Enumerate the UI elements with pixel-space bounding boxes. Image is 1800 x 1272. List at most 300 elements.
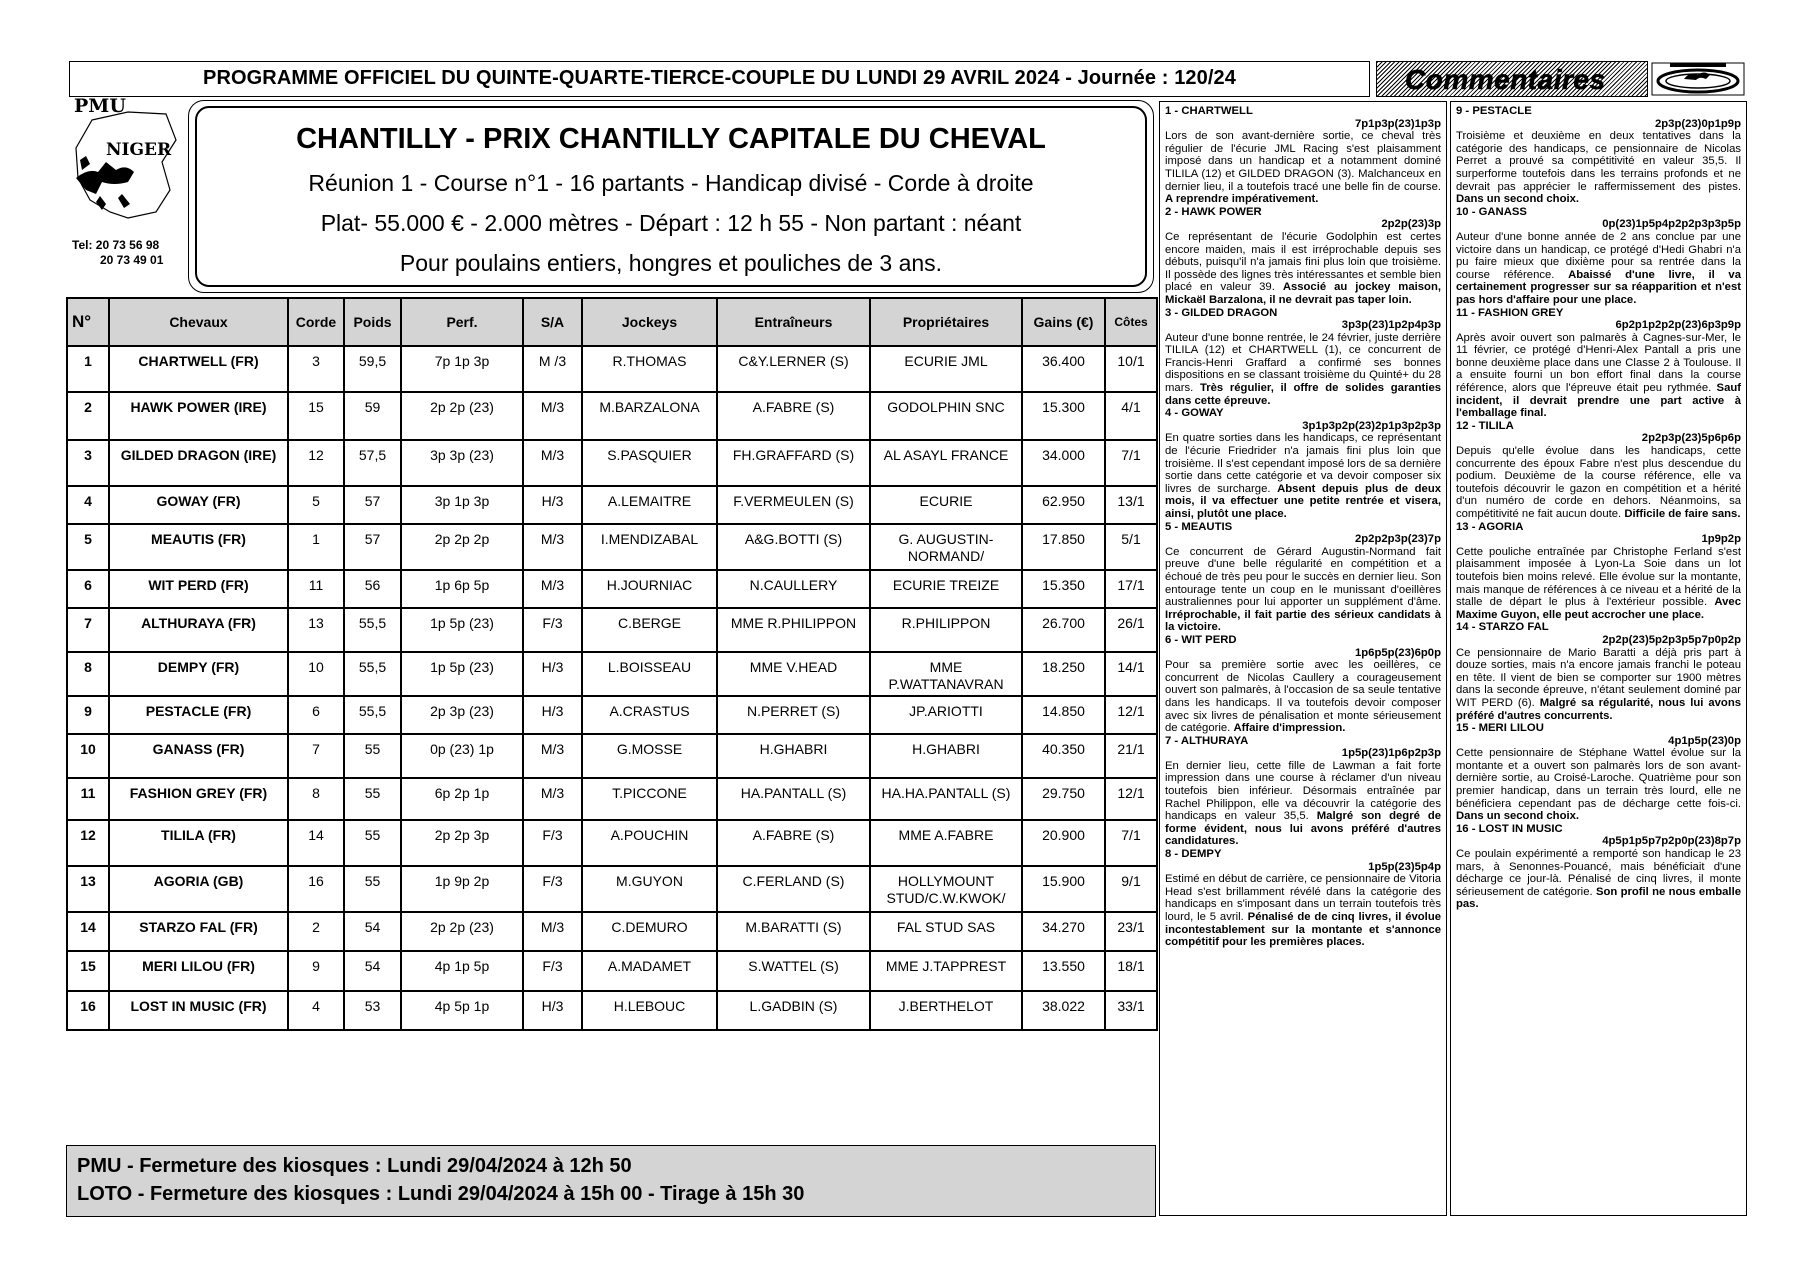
earnings: 34.270 — [1023, 913, 1104, 950]
earnings: 34.000 — [1023, 441, 1104, 485]
earnings: 29.750 — [1023, 779, 1104, 819]
jockey: I.MENDIZABAL — [583, 525, 716, 569]
draw: 6 — [289, 697, 343, 733]
horse-name: LOST IN MUSIC (FR) — [110, 992, 287, 1029]
horse-name: GOWAY (FR) — [110, 487, 287, 523]
sex-age: H/3 — [524, 653, 581, 695]
odds: 18/1 — [1106, 952, 1156, 990]
comments-column-left — [1159, 101, 1447, 1216]
weight: 57 — [345, 525, 400, 569]
runner-number: 1 — [68, 347, 108, 391]
horse-name: ALTHURAYA (FR) — [110, 609, 287, 651]
jockey: C.DEMURO — [583, 913, 716, 950]
column-header: Propriétaires — [871, 299, 1021, 345]
odds: 12/1 — [1106, 697, 1156, 733]
odds: 26/1 — [1106, 609, 1156, 651]
earnings: 15.300 — [1023, 393, 1104, 439]
performance: 2p 2p (23) — [402, 393, 522, 439]
comment-body: Auteur d'une bonne année de 2 ans conclue par une victoire dans un handicap, ce protégé d'Hedi Ghabri n'a pu faire mieux que dixième pour sa rentrée dans la course référence. — [1456, 230, 1741, 281]
trainer: A&G.BOTTI (S) — [718, 525, 869, 569]
earnings: 26.700 — [1023, 609, 1104, 651]
comment-verdict: Absent depuis plus de deux mois, il va effectuer une petite rentrée et visera, ainsi, plutôt une place. — [1165, 482, 1442, 520]
trainer: C.FERLAND (S) — [718, 867, 869, 911]
comment-body: Estimé en début de carrière, ce pensionnaire de Vitoria Head s'est brillamment révélé dans la catégorie des handicaps en s'imposant dans un terrain toutefois très lourd, le 5 avril. — [1165, 873, 1441, 923]
column-header: Gains (€) — [1023, 299, 1104, 345]
comment-performance: 2p2p2p3p(23)7p — [1354, 533, 1441, 546]
comment-body: Troisième et deuxième en deux tentatives dans la catégorie des handicaps, ce pensionnaire de Nicolas Perret a prouvé sa compétitivité en valeur 35,5. Il surperforme toutefois dans les terrains profonds et ne devrait pas apprécier le raffermissement des pistes. — [1456, 130, 1741, 193]
runner-number: 3 — [68, 441, 108, 485]
comment-body: Ce pensionnaire de Mario Baratti a déjà pris part à douze sorties, mais n'a encore jamais franchi le poteau en tête. Il vient de bien se comporter sur 1900 mètres dans la seconde épreuve, n'étant seulement dominé par WIT PERD (6). — [1456, 646, 1741, 709]
draw: 10 — [289, 653, 343, 695]
trainer: A.FABRE (S) — [718, 821, 869, 865]
comment-horse-title: 13 - AGORIA — [1456, 520, 1524, 533]
jockey: A.CRASTUS — [583, 697, 716, 733]
jockey: T.PICCONE — [583, 779, 716, 819]
column-header: S/A — [524, 299, 581, 345]
draw: 15 — [289, 393, 343, 439]
comment-verdict: Très régulier, il offre de solides garanties dans cette épreuve. — [1165, 382, 1442, 407]
odds: 17/1 — [1106, 571, 1156, 607]
owner: R.PHILIPPON — [871, 609, 1021, 651]
horse-racing-icon — [1650, 61, 1746, 97]
column-header: N° — [68, 299, 108, 345]
odds: 21/1 — [1106, 735, 1156, 777]
owner: G. AUGUSTIN-NORMAND/ — [871, 525, 1021, 569]
odds: 23/1 — [1106, 913, 1156, 950]
comment-verdict: Dans un second choix. — [1456, 193, 1580, 206]
comment-verdict: Sauf incident, il devrait prendre une part active à l'emballage final. — [1456, 382, 1742, 420]
runner-number: 2 — [68, 393, 108, 439]
column-header: Jockeys — [583, 299, 716, 345]
owner: JP.ARIOTTI — [871, 697, 1021, 733]
loto-closing-line: LOTO - Fermeture des kiosques : Lundi 29/04/2024 à 15h 00 - Tirage à 15h 30 — [77, 1183, 805, 1205]
comment-performance: 2p2p(23)5p2p3p5p7p0p2p — [1602, 633, 1741, 646]
performance: 7p 1p 3p — [402, 347, 522, 391]
trainer: HA.PANTALL (S) — [718, 779, 869, 819]
comment-performance: 1p9p2p — [1701, 533, 1741, 546]
table-row — [68, 441, 1156, 485]
sex-age: F/3 — [524, 821, 581, 865]
jockey: A.MADAMET — [583, 952, 716, 990]
comment-horse-title: 7 - ALTHURAYA — [1165, 734, 1249, 747]
comment-horse-title: 3 - GILDED DRAGON — [1165, 306, 1278, 319]
weight: 55 — [345, 867, 400, 911]
comment-text — [1456, 747, 1741, 823]
trainer: MME R.PHILIPPON — [718, 609, 869, 651]
table-row — [68, 821, 1156, 865]
weight: 55,5 — [345, 609, 400, 651]
sex-age: F/3 — [524, 952, 581, 990]
sex-age: M /3 — [524, 347, 581, 391]
horse-name: MERI LILOU (FR) — [110, 952, 287, 990]
table-row — [68, 487, 1156, 523]
horse-name: GILDED DRAGON (IRE) — [110, 441, 287, 485]
commentaires-header — [1376, 61, 1648, 97]
performance: 2p 2p (23) — [402, 913, 522, 950]
comment-performance: 6p2p1p2p2p(23)6p3p9p — [1615, 319, 1741, 332]
runner-number: 4 — [68, 487, 108, 523]
performance: 1p 5p (23) — [402, 609, 522, 651]
table-row — [68, 867, 1156, 911]
program-banner: PROGRAMME OFFICIEL DU QUINTE-QUARTE-TIERCE-COUPLE DU LUNDI 29 AVRIL 2024 - Journée : 120/24 — [69, 61, 1370, 97]
comment-performance: 1p5p(23)1p6p2p3p — [1341, 747, 1441, 760]
sex-age: H/3 — [524, 487, 581, 523]
horse-name: HAWK POWER (IRE) — [110, 393, 287, 439]
draw: 14 — [289, 821, 343, 865]
runner-number: 14 — [68, 913, 108, 950]
sex-age: M/3 — [524, 525, 581, 569]
weight: 56 — [345, 571, 400, 607]
race-details-2: Plat- 55.000 € - 2.000 mètres - Départ : 12 h 55 - Non partant : néant — [320, 210, 1022, 236]
comment-horse-title: 9 - PESTACLE — [1456, 105, 1532, 117]
trainer: F.VERMEULEN (S) — [718, 487, 869, 523]
runner-number: 9 — [68, 697, 108, 733]
horse-name: FASHION GREY (FR) — [110, 779, 287, 819]
table-row — [68, 952, 1156, 990]
comment-body: Auteur d'une bonne rentrée, le 24 février, juste derrière TILILA (12) et CHARTWELL (1), ce concurrent de Francis-Henri Graffard a confirmé ses bonnes dispositions en se classant troisième du Quinté+ du 28 mars. — [1165, 331, 1441, 395]
comment-performance: 1p6p5p(23)6p0p — [1354, 646, 1441, 659]
jockey: H.LEBOUC — [583, 992, 716, 1029]
table-row — [68, 571, 1156, 607]
sex-age: M/3 — [524, 779, 581, 819]
table-header-row — [68, 299, 1156, 345]
runner-number: 7 — [68, 609, 108, 651]
earnings: 13.550 — [1023, 952, 1104, 990]
horse-name: WIT PERD (FR) — [110, 571, 287, 607]
horse-comment — [1165, 407, 1441, 520]
odds: 14/1 — [1106, 653, 1156, 695]
comment-performance: 4p1p5p(23)0p — [1668, 734, 1741, 747]
comment-body: Cette pouliche entraînée par Christophe Ferland s'est plaisamment imposée à Lyon-La Soie dans un lot toutefois bien moins relevé. Elle évolue sur la montante, mais manque de références à ce niveau et a hérité de la stalle de départ le plus à l'extérieur possible. — [1456, 545, 1741, 609]
owner: ECURIE — [871, 487, 1021, 523]
runner-number: 8 — [68, 653, 108, 695]
comment-verdict: Associé au jockey maison, Mickaël Barzalona, il ne devrait pas taper loin. — [1165, 281, 1441, 306]
jockey: M.BARZALONA — [583, 393, 716, 439]
column-header: Côtes — [1106, 299, 1156, 345]
earnings: 38.022 — [1023, 992, 1104, 1029]
table-row — [68, 992, 1156, 1029]
commentaires-title: Commentaires — [1405, 64, 1606, 95]
telephone-1: Tel: 20 73 56 98 — [72, 238, 160, 252]
horse-name: CHARTWELL (FR) — [110, 347, 287, 391]
draw: 4 — [289, 992, 343, 1029]
earnings: 18.250 — [1023, 653, 1104, 695]
horse-comment — [1165, 521, 1441, 634]
jockey: R.THOMAS — [583, 347, 716, 391]
comment-body: Pour sa première sortie avec les oeillères, ce concurrent de Nicolas Caullery a courageusement ouvert son palmarès, à l'occasion de sa seule tentative dans les handicaps. Il va toutefois devoir composer avec six livres de pénalisation et monte sérieusement de catégorie. — [1165, 659, 1441, 735]
performance: 6p 2p 1p — [402, 779, 522, 819]
comment-body: Ce poulain expérimenté a remporté son handicap le 23 mars, à Senonnes-Pouancé, mais bénéficiait d'une décharge ce jour-là. Pénalisé de cinq livres, il monte sérieusement de catégorie. — [1456, 848, 1741, 898]
comment-verdict: A reprendre impérativement. — [1165, 193, 1319, 206]
performance: 3p 1p 3p — [402, 487, 522, 523]
weight: 57,5 — [345, 441, 400, 485]
trainer: C&Y.LERNER (S) — [718, 347, 869, 391]
comment-verdict: Malgré sa régularité, nous lui avons préféré d'autres concurrents. — [1456, 696, 1742, 722]
comment-text — [1165, 760, 1441, 848]
comment-horse-title: 11 - FASHION GREY — [1456, 306, 1564, 319]
trainer: MME V.HEAD — [718, 653, 869, 695]
odds: 7/1 — [1106, 821, 1156, 865]
horse-comment — [1165, 735, 1441, 848]
comment-verdict: Affaire d'impression. — [1233, 722, 1346, 735]
comment-text — [1456, 848, 1741, 911]
odds: 12/1 — [1106, 779, 1156, 819]
performance: 4p 1p 5p — [402, 952, 522, 990]
kiosk-closing-info — [66, 1145, 1156, 1217]
runner-number: 12 — [68, 821, 108, 865]
comment-text — [1456, 332, 1741, 420]
comment-verdict: Avec Maxime Guyon, elle peut accrocher une place. — [1456, 596, 1741, 621]
odds: 9/1 — [1106, 867, 1156, 911]
comment-body: Ce représentant de l'écurie Godolphin est certes encore maiden, mais il est irréprochable depuis ses débuts, puisqu'il n'a jamais fini plus loin que troisième. Il possède des lignes très intéressantes et semble bien placé en valeur 39. — [1165, 230, 1441, 294]
comment-text — [1456, 647, 1741, 723]
runner-number: 11 — [68, 779, 108, 819]
comment-text — [1165, 231, 1441, 307]
owner: J.BERTHELOT — [871, 992, 1021, 1029]
earnings: 15.900 — [1023, 867, 1104, 911]
horse-comment — [1456, 307, 1741, 420]
jockey: G.MOSSE — [583, 735, 716, 777]
comment-text — [1456, 546, 1741, 622]
runner-number: 5 — [68, 525, 108, 569]
jockey: H.JOURNIAC — [583, 571, 716, 607]
comment-text — [1165, 546, 1441, 634]
horse-comment — [1456, 206, 1741, 307]
performance: 1p 9p 2p — [402, 867, 522, 911]
horse-comment — [1456, 621, 1741, 722]
comment-body: En quatre sorties dans les handicaps, ce représentant de l'écurie Friedrider n'a jamais fini plus loin que troisième. Il s'est cependant imposé lors de sa dernière sortie dans cette catégorie et va devoir composer six livres de surcharge. — [1165, 432, 1441, 495]
comment-horse-title: 14 - STARZO FAL — [1456, 621, 1549, 634]
horse-comment — [1456, 420, 1741, 521]
comment-verdict: Son profil ne nous emballe pas. — [1456, 885, 1741, 911]
owner: MME P.WATTANAVRAN — [871, 653, 1021, 695]
comment-verdict: Dans un second choix. — [1456, 810, 1580, 823]
weight: 53 — [345, 992, 400, 1029]
comment-body: Depuis qu'elle évolue dans les handicaps, cette concurrente des époux Fabre n'est plus descendue du podium. Deuxième de la course référence, elle va toutefois découvrir le gazon en compétition et a hérité d'un numéro de corde en dehors. Néanmoins, sa compétitivité ne fait aucun doute. — [1456, 445, 1741, 520]
weight: 57 — [345, 487, 400, 523]
runner-number: 6 — [68, 571, 108, 607]
sex-age: F/3 — [524, 609, 581, 651]
comment-performance: 2p3p(23)0p1p9p — [1654, 117, 1741, 130]
horse-comment — [1165, 848, 1441, 949]
trainer: H.GHABRI — [718, 735, 869, 777]
comment-verdict: Irréprochable, il fait partie des sérieux candidats à la victoire. — [1165, 608, 1441, 634]
performance: 4p 5p 1p — [402, 992, 522, 1029]
trainer: S.WATTEL (S) — [718, 952, 869, 990]
table-row — [68, 735, 1156, 777]
comment-horse-title: 12 - TILILA — [1456, 419, 1514, 432]
comment-text — [1165, 332, 1441, 408]
performance: 1p 5p (23) — [402, 653, 522, 695]
earnings: 17.850 — [1023, 525, 1104, 569]
comment-performance: 2p2p(23)3p — [1381, 218, 1441, 231]
comment-text — [1456, 130, 1741, 206]
table-row — [68, 393, 1156, 439]
trainer: M.BARATTI (S) — [718, 913, 869, 950]
odds: 4/1 — [1106, 393, 1156, 439]
sex-age: M/3 — [524, 571, 581, 607]
comment-body: Ce concurrent de Gérard Augustin-Normand fait preuve d'une belle régularité en compétition et a échoué de très peu pour le succès en dernier lieu. Son entourage tente un coup en le munissant d'oeillères australiennes pour lui apporter un supplément d'âme. — [1165, 545, 1441, 609]
sex-age: M/3 — [524, 735, 581, 777]
comment-performance: 3p3p(23)1p2p4p3p — [1341, 319, 1441, 332]
draw: 13 — [289, 609, 343, 651]
horse-comment — [1456, 823, 1741, 911]
comment-body: Cette pensionnaire de Stéphane Wattel évolue sur la montante et a ouvert son palmarès lors de son avant-dernière sortie, au Croisé-Laroche. Quatrième pour son premier handicap, dans un terrain très lourd, elle ne bénéficiera cependant pas de décharge cette fois-ci. — [1456, 747, 1741, 810]
owner: ECURIE JML — [871, 347, 1021, 391]
comment-performance: 7p1p3p(23)1p3p — [1354, 117, 1441, 130]
performance: 3p 3p (23) — [402, 441, 522, 485]
weight: 59 — [345, 393, 400, 439]
trainer: A.FABRE (S) — [718, 393, 869, 439]
runners-table — [66, 297, 1158, 1031]
horse-comment — [1165, 206, 1441, 307]
earnings: 15.350 — [1023, 571, 1104, 607]
comment-body: Lors de son avant-dernière sortie, ce cheval très régulier de l'écurie JML Racing s'est plaisamment imposé dans un handicap et a notamment dominé TILILA (12) et GILDED DRAGON (3). Malchanceux en dernier lieu, il a toutefois tracé une belle fin de course. — [1165, 130, 1441, 193]
draw: 8 — [289, 779, 343, 819]
comment-text — [1456, 231, 1741, 307]
draw: 7 — [289, 735, 343, 777]
horse-name: PESTACLE (FR) — [110, 697, 287, 733]
comment-body: En dernier lieu, cette fille de Lawman a fait forte impression dans une course à réclamer d'un niveau toutefois bien inférieur. Désormais entraînée par Rachel Philippon, elle va découvrir la catégorie des handicaps en valeur 35,5. — [1165, 759, 1441, 823]
column-header: Chevaux — [110, 299, 287, 345]
comments-column-right — [1450, 101, 1747, 1216]
jockey: S.PASQUIER — [583, 441, 716, 485]
comment-verdict: Difficile de faire sans. — [1624, 508, 1741, 520]
table-row — [68, 347, 1156, 391]
horse-name: MEAUTIS (FR) — [110, 525, 287, 569]
weight: 55 — [345, 779, 400, 819]
comment-horse-title: 8 - DEMPY — [1165, 848, 1222, 861]
table-row — [68, 779, 1156, 819]
owner: HA.HA.PANTALL (S) — [871, 779, 1021, 819]
weight: 55 — [345, 821, 400, 865]
horse-comment — [1165, 105, 1441, 206]
draw: 9 — [289, 952, 343, 990]
sex-age: H/3 — [524, 992, 581, 1029]
horse-name: TILILA (FR) — [110, 821, 287, 865]
owner: GODOLPHIN SNC — [871, 393, 1021, 439]
race-details-1: Réunion 1 - Course n°1 - 16 partants - Handicap divisé - Corde à droite — [308, 170, 1034, 196]
column-header: Corde — [289, 299, 343, 345]
owner: ECURIE TREIZE — [871, 571, 1021, 607]
owner: FAL STUD SAS — [871, 913, 1021, 950]
table-row — [68, 913, 1156, 950]
owner: HOLLYMOUNT STUD/C.W.KWOK/ — [871, 867, 1021, 911]
horse-comment — [1456, 105, 1741, 206]
sex-age: F/3 — [524, 867, 581, 911]
comment-performance: 1p5p(23)5p4p — [1368, 860, 1441, 873]
sex-age: M/3 — [524, 393, 581, 439]
comment-horse-title: 6 - WIT PERD — [1165, 633, 1237, 646]
odds: 7/1 — [1106, 441, 1156, 485]
comment-performance: 2p2p3p(23)5p6p6p — [1641, 432, 1741, 445]
odds: 10/1 — [1106, 347, 1156, 391]
horse-comment — [1456, 722, 1741, 823]
column-header: Poids — [345, 299, 400, 345]
sex-age: H/3 — [524, 697, 581, 733]
horse-name: DEMPY (FR) — [110, 653, 287, 695]
owner: AL ASAYL FRANCE — [871, 441, 1021, 485]
draw: 12 — [289, 441, 343, 485]
horse-comment — [1165, 307, 1441, 408]
comment-text — [1165, 873, 1441, 949]
pmu-niger-logo — [70, 95, 185, 230]
horse-comment — [1165, 634, 1441, 735]
comment-text — [1165, 432, 1441, 520]
draw: 3 — [289, 347, 343, 391]
comment-performance: 4p5p1p5p7p2p0p(23)8p7p — [1602, 835, 1741, 848]
owner: MME J.TAPPREST — [871, 952, 1021, 990]
comment-text — [1165, 659, 1441, 735]
sex-age: M/3 — [524, 441, 581, 485]
performance: 0p (23) 1p — [402, 735, 522, 777]
comment-performance: 0p(23)1p5p4p2p2p3p3p5p — [1602, 218, 1741, 231]
comment-horse-title: 4 - GOWAY — [1165, 407, 1224, 420]
table-row — [68, 653, 1156, 695]
horse-comment — [1456, 521, 1741, 622]
odds: 5/1 — [1106, 525, 1156, 569]
comment-horse-title: 10 - GANASS — [1456, 205, 1527, 218]
comment-horse-title: 16 - LOST IN MUSIC — [1456, 822, 1563, 835]
table-row — [68, 525, 1156, 569]
column-header: Entraîneurs — [718, 299, 869, 345]
jockey: C.BERGE — [583, 609, 716, 651]
comment-horse-title: 2 - HAWK POWER — [1165, 205, 1262, 218]
performance: 2p 3p (23) — [402, 697, 522, 733]
weight: 54 — [345, 913, 400, 950]
jockey: L.BOISSEAU — [583, 653, 716, 695]
draw: 1 — [289, 525, 343, 569]
race-conditions: Pour poulains entiers, hongres et pouliches de 3 ans. — [399, 250, 943, 276]
comment-text — [1456, 445, 1741, 521]
telephone-2: 20 73 49 01 — [100, 253, 164, 267]
comment-horse-title: 1 - CHARTWELL — [1165, 105, 1253, 117]
weight: 55 — [345, 735, 400, 777]
trainer: FH.GRAFFARD (S) — [718, 441, 869, 485]
horse-name: STARZO FAL (FR) — [110, 913, 287, 950]
runner-number: 13 — [68, 867, 108, 911]
runner-number: 16 — [68, 992, 108, 1029]
performance: 2p 2p 2p — [402, 525, 522, 569]
jockey: M.GUYON — [583, 867, 716, 911]
jockey: A.LEMAITRE — [583, 487, 716, 523]
logo-pmu-text: PMU — [74, 95, 126, 117]
comment-verdict: Abaissé d'une livre, il va certainement progresser sur sa réapparition et n'est pas hors d'affaire pour une place. — [1456, 268, 1741, 306]
sex-age: M/3 — [524, 913, 581, 950]
column-header: Perf. — [402, 299, 522, 345]
earnings: 36.400 — [1023, 347, 1104, 391]
logo-niger-text: NIGER — [106, 140, 172, 160]
comment-verdict: Pénalisé de de cinq livres, il évolue incontestablement sur la montante et s'annonce compétitif pour les premières places. — [1165, 911, 1441, 949]
weight: 59,5 — [345, 347, 400, 391]
runner-number: 10 — [68, 735, 108, 777]
horse-name: GANASS (FR) — [110, 735, 287, 777]
odds: 13/1 — [1106, 487, 1156, 523]
earnings: 20.900 — [1023, 821, 1104, 865]
weight: 54 — [345, 952, 400, 990]
comment-verdict: Malgré son degré de forme évident, nous lui avons préféré d'autres candidatures. — [1165, 810, 1442, 848]
odds: 33/1 — [1106, 992, 1156, 1029]
runner-number: 15 — [68, 952, 108, 990]
comment-text — [1165, 130, 1441, 206]
horse-name: AGORIA (GB) — [110, 867, 287, 911]
race-title: CHANTILLY - PRIX CHANTILLY CAPITALE DU CHEVAL — [296, 123, 1046, 155]
owner: H.GHABRI — [871, 735, 1021, 777]
table-row — [68, 609, 1156, 651]
weight: 55,5 — [345, 697, 400, 733]
comment-performance: 3p1p3p2p(23)2p1p3p2p3p — [1302, 419, 1441, 432]
performance: 2p 2p 3p — [402, 821, 522, 865]
